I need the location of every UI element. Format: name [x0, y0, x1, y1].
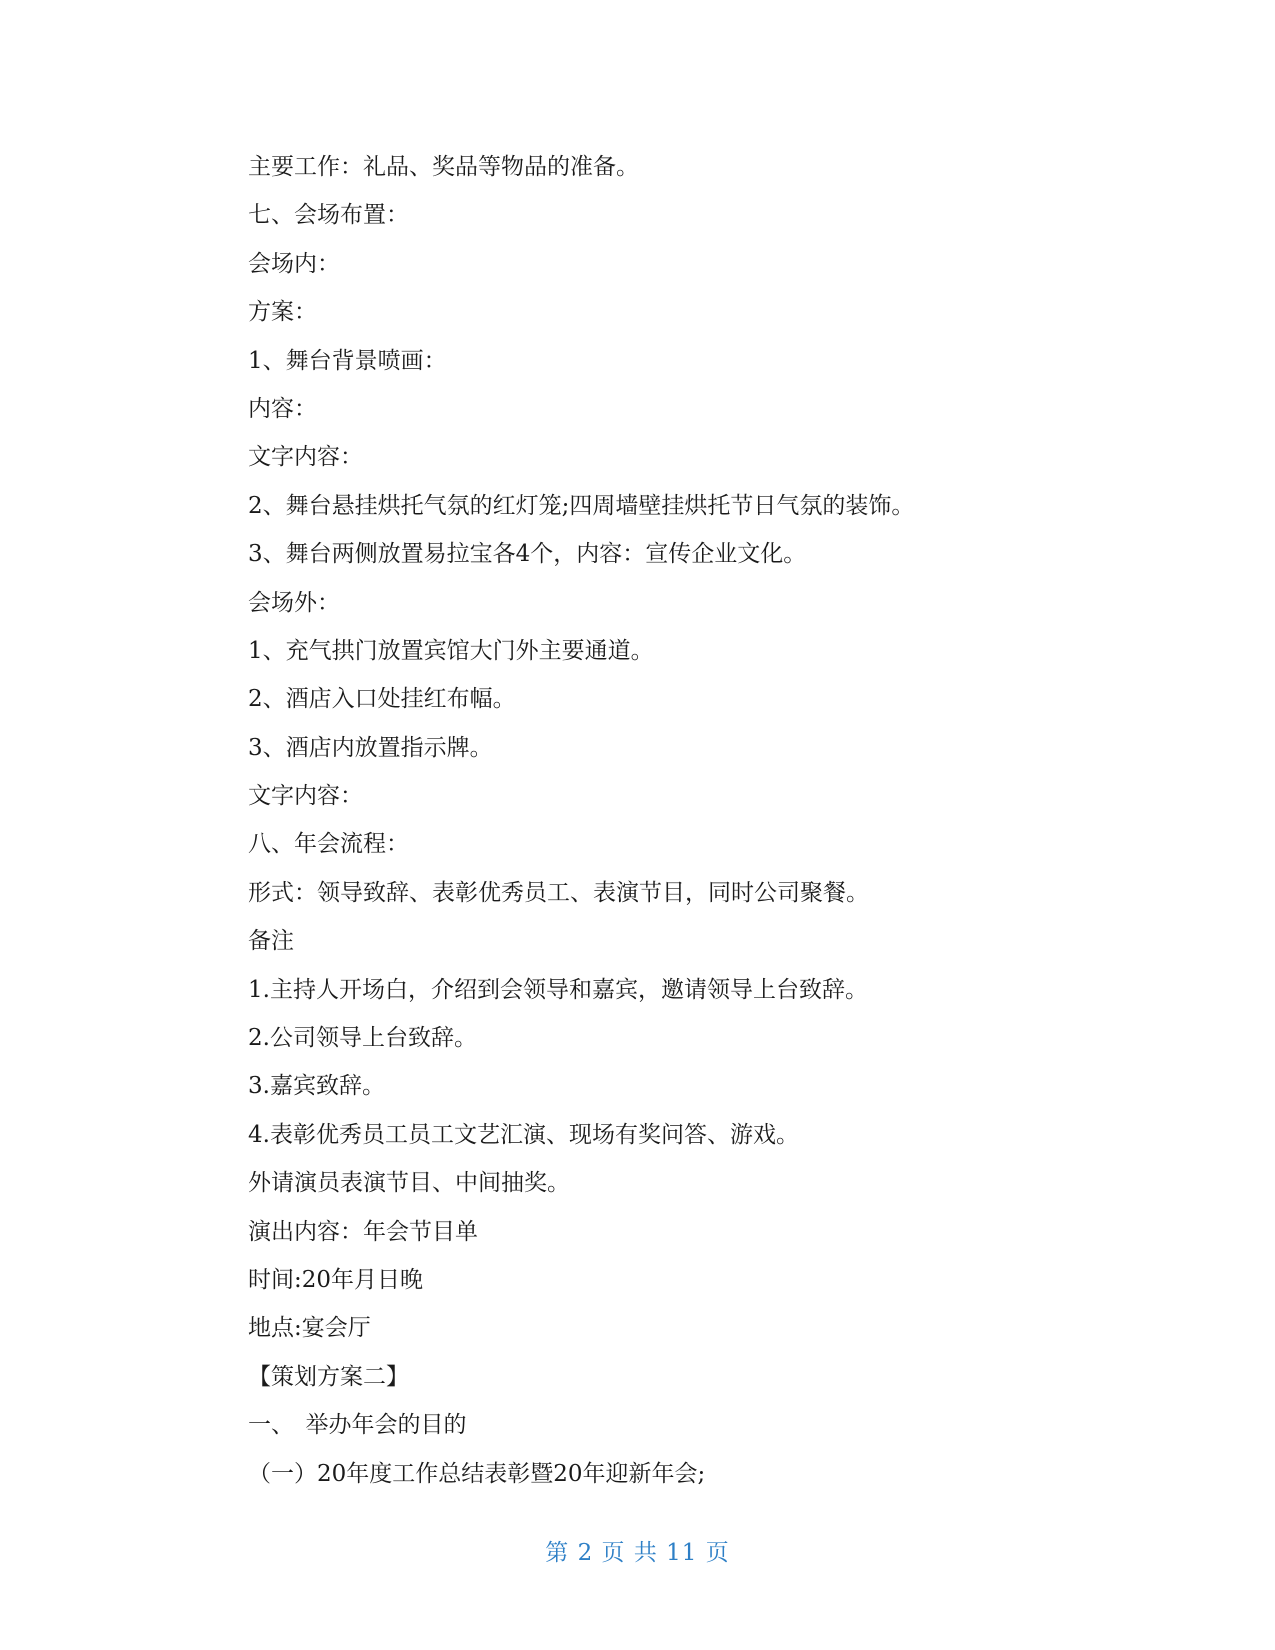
body-line: 外请演员表演节目、中间抽奖。 [248, 1170, 570, 1197]
list-item: 3、舞台两侧放置易拉宝各4个，内容：宣传企业文化。 [248, 541, 807, 568]
section-heading: 七、会场布置： [248, 202, 409, 229]
body-line: 文字内容： [248, 444, 363, 471]
body-line: 时间:20年月日晚 [248, 1266, 424, 1293]
list-item: 1、充气拱门放置宾馆大门外主要通道。 [248, 637, 654, 664]
list-item: 1、舞台背景喷画： [248, 347, 447, 374]
plan-heading: 【策划方案二】 [248, 1363, 409, 1390]
section-heading: 八、年会流程： [248, 831, 409, 858]
body-line: 备注 [248, 928, 294, 955]
body-line: 会场内： [248, 250, 340, 277]
body-line: 会场外： [248, 589, 340, 616]
body-line: 内容： [248, 395, 317, 422]
body-line: 主要工作：礼品、奖品等物品的准备。 [248, 154, 639, 180]
page-number-footer: 第 2 页 共 11 页 [545, 1540, 730, 1566]
body-line: （一）20年度工作总结表彰暨20年迎新年会; [248, 1460, 706, 1487]
body-line: 形式：领导致辞、表彰优秀员工、表演节目，同时公司聚餐。 [248, 879, 869, 906]
body-line: 方案： [248, 299, 317, 326]
list-item: 3、酒店内放置指示牌。 [248, 734, 493, 761]
list-item: 3.嘉宾致辞。 [248, 1073, 385, 1100]
body-line: 演出内容：年会节目单 [248, 1218, 478, 1245]
list-item: 4.表彰优秀员工员工文艺汇演、现场有奖问答、游戏。 [248, 1121, 799, 1148]
body-line: 地点:宴会厅 [248, 1315, 371, 1342]
section-heading: 一、 举办年会的目的 [248, 1412, 467, 1439]
document-body [248, 143, 1048, 1498]
list-item: 1.主持人开场白，介绍到会领导和嘉宾，邀请领导上台致辞。 [248, 976, 868, 1003]
list-item: 2、舞台悬挂烘托气氛的红灯笼;四周墙壁挂烘托节日气氛的装饰。 [248, 492, 915, 519]
body-line: 文字内容： [248, 783, 363, 810]
list-item: 2、酒店入口处挂红布幅。 [248, 686, 516, 713]
list-item: 2.公司领导上台致辞。 [248, 1025, 477, 1052]
